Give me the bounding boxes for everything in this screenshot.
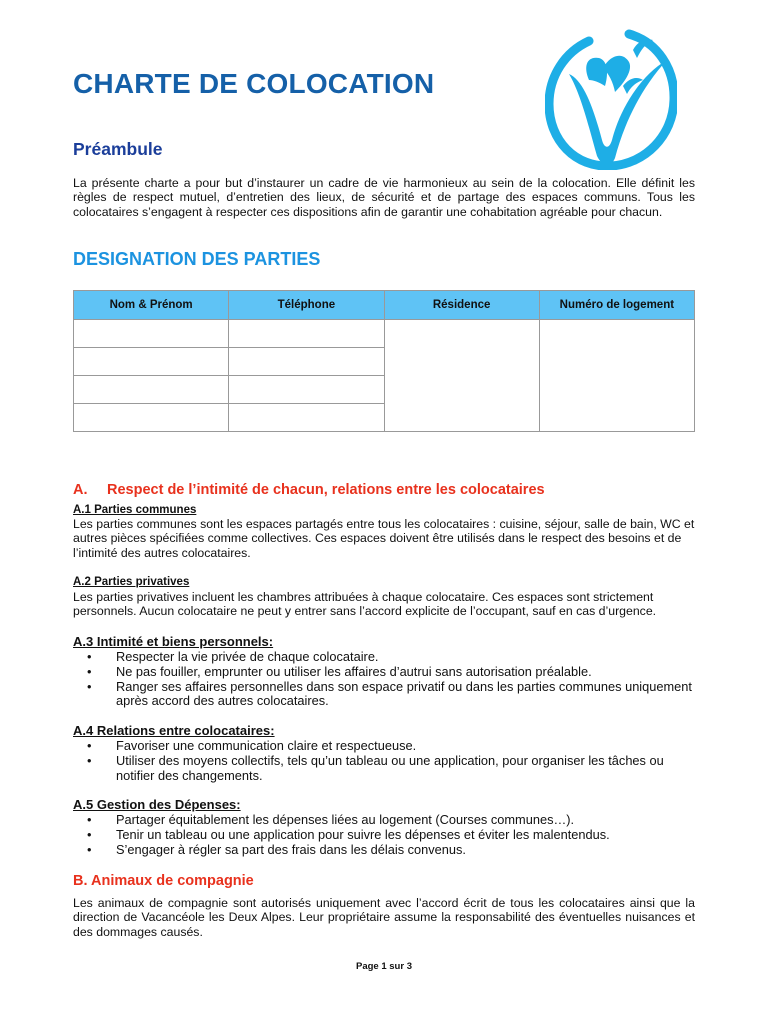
list-item: • Respecter la vie privée de chaque colocataire. — [73, 650, 697, 665]
table-cell-telephone[interactable] — [229, 320, 384, 348]
section-b-text: Les animaux de compagnie sont autorisés uniquement avec l’accord écrit de tous les colocataires ainsi que la direction de Vacancéole les Deux Alpes. Leur propriétaire assume la responsabilité des éventuelles nuisances et des dommages causés. — [73, 896, 695, 939]
designation-heading: DESIGNATION DES PARTIES — [73, 249, 321, 269]
table-cell-telephone[interactable] — [229, 348, 384, 376]
list-item: • Tenir un tableau ou une application pour suivre les dépenses et éviter les malentendus. — [73, 828, 697, 843]
list-item: • Partager équitablement les dépenses liées au logement (Courses communes…). — [73, 813, 697, 828]
table-cell-residence[interactable] — [384, 320, 539, 432]
table-cell-nom[interactable] — [74, 348, 229, 376]
checkmark-heart-logo-icon — [545, 28, 677, 170]
preambule-heading: Préambule — [73, 139, 163, 159]
table-cell-telephone[interactable] — [229, 404, 384, 432]
table-cell-nom[interactable] — [74, 320, 229, 348]
a1-text: Les parties communes sont les espaces partagés entre tous les colocataires : cuisine, séjour, salle de bain, WC et autres pièces spécifiées comme collectives. Ces espaces doivent être utilisés dans le respect des besoins et de l’intimité des autres colocataires. — [73, 517, 695, 560]
a3-heading: A.3 Intimité et biens personnels: — [73, 634, 274, 649]
table-row — [74, 320, 695, 348]
column-header-residence: Résidence — [384, 291, 539, 320]
page-title: CHARTE DE COLOCATION — [73, 68, 435, 99]
page-footer: Page 1 sur 3 — [356, 961, 412, 972]
list-item: • Ne pas fouiller, emprunter ou utiliser les affaires d’autrui sans autorisation préalable. — [73, 665, 697, 680]
section-b-heading: B. Animaux de compagnie — [73, 873, 254, 889]
a2-heading: A.2 Parties privatives — [73, 576, 190, 588]
parties-table — [73, 290, 695, 432]
list-item: • Ranger ses affaires personnelles dans son espace privatif ou dans les parties communes uniquement après accord des autres colocataires. — [73, 680, 697, 710]
a1-heading: A.1 Parties communes — [73, 504, 197, 516]
section-a-letter: A. — [73, 482, 88, 498]
table-cell-nom[interactable] — [74, 404, 229, 432]
list-item: • S’engager à régler sa part des frais dans les délais convenus. — [73, 843, 697, 858]
list-item: • Favoriser une communication claire et respectueuse. — [73, 739, 697, 754]
a5-list — [73, 813, 697, 857]
a4-heading: A.4 Relations entre colocataires: — [73, 723, 275, 738]
table-cell-numero-logement[interactable] — [539, 320, 694, 432]
a2-text: Les parties privatives incluent les chambres attribuées à chaque colocataire. Ces espaces sont strictement personnels. Aucun colocataire ne peut y entrer sans l’accord explicite de l’occupant, sauf en cas d’urgence. — [73, 590, 657, 619]
table-cell-nom[interactable] — [74, 376, 229, 404]
a4-list — [73, 739, 697, 783]
section-a-title: Respect de l’intimité de chacun, relations entre les colocataires — [107, 482, 545, 498]
column-header-nom: Nom & Prénom — [74, 291, 229, 320]
preambule-text: La présente charte a pour but d’instaurer un cadre de vie harmonieux au sein de la colocation. Elle définit les règles de respect mutuel, d’entretien des lieux, de sécurité et de partage des espaces communs. Tous les colocataires s’engagent à respecter ces dispositions afin de garantir une cohabitation agréable pour chacun. — [73, 176, 695, 219]
section-a-heading — [73, 482, 545, 498]
a3-list — [73, 650, 697, 709]
column-header-numero-logement: Numéro de logement — [539, 291, 694, 320]
a5-heading: A.5 Gestion des Dépenses: — [73, 797, 241, 812]
list-item: • Utiliser des moyens collectifs, tels qu’un tableau ou une application, pour organiser les tâches ou notifier des changements. — [73, 754, 697, 784]
table-cell-telephone[interactable] — [229, 376, 384, 404]
column-header-telephone: Téléphone — [229, 291, 384, 320]
